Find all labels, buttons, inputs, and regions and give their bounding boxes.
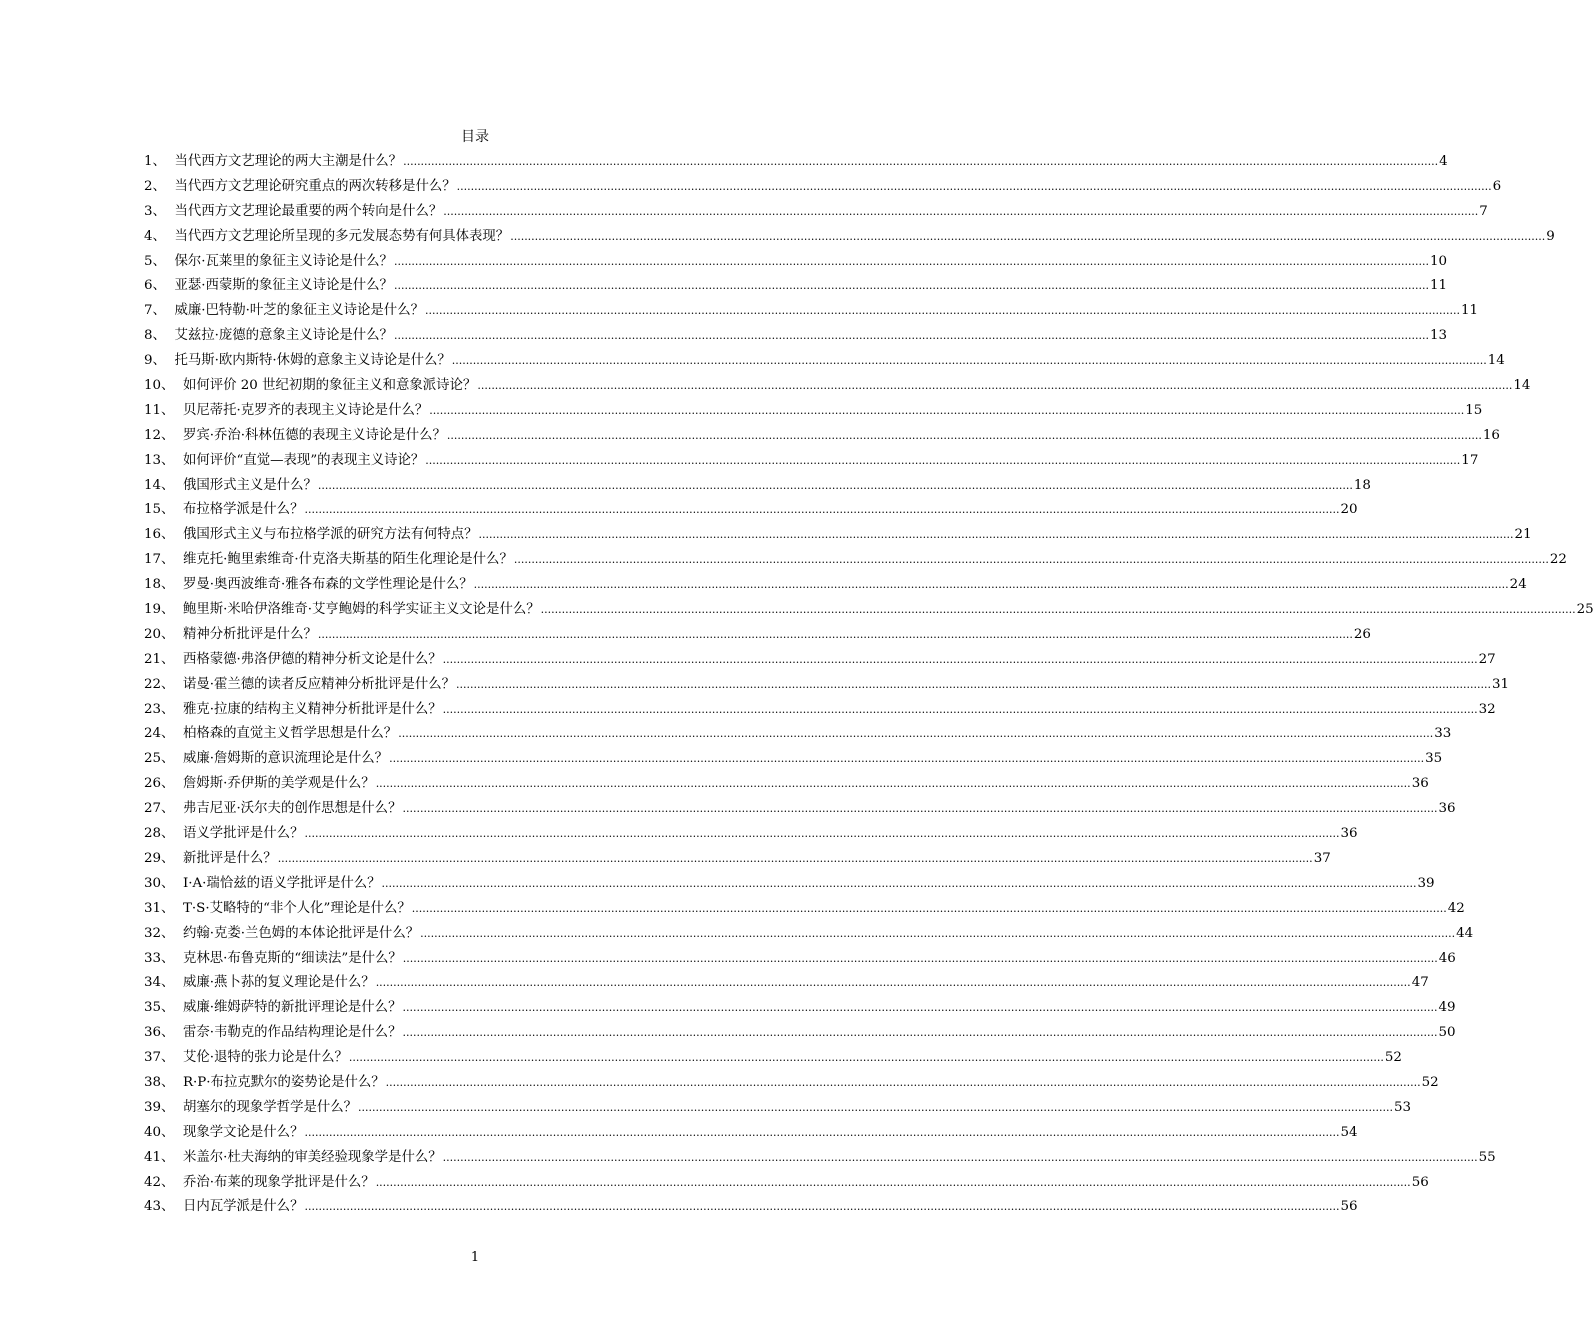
toc-entry[interactable] [144,598,1594,623]
toc-spacer [174,677,183,692]
toc-entry-page: 39 [1417,875,1435,891]
toc-entry-text: 如何评价“直觉—表现”的表现主义诗论？ [182,452,425,468]
toc-entry-text: 柏格森的直觉主义哲学思想是什么？ [182,726,398,742]
toc-entry-page: 16 [1482,427,1500,443]
toc-spacer [174,602,183,617]
toc-spacer [174,1000,183,1015]
toc-leader-dots [304,1125,1339,1140]
toc-entry-page: 55 [1478,1149,1496,1165]
toc-entry-text: 当代西方文艺理论研究重点的两次转移是什么？ [174,178,456,194]
toc-entry-text: 艾兹拉·庞德的意象主义诗论是什么？ [174,328,393,344]
toc-entry-text: 威廉·燕卜荪的复义理论是什么？ [182,975,375,991]
toc-entry-text: 西格蒙德·弗洛伊德的精神分析文论是什么？ [182,651,442,667]
toc-entry[interactable] [144,548,1567,573]
toc-entry-number: 42、 [144,1174,175,1190]
toc-entry-page: 10 [1429,253,1447,269]
toc-entry[interactable] [144,1146,1496,1171]
toc-entry-text: 米盖尔·杜夫海纳的审美经验现象学是什么？ [182,1149,442,1165]
toc-entry[interactable] [144,996,1456,1021]
toc-leader-dots [394,278,1429,293]
toc-entry[interactable] [144,772,1429,797]
toc-spacer [174,702,183,717]
toc-entry-text: 如何评价 20 世纪初期的象征主义和意象派诗论？ [182,378,477,394]
toc-entry[interactable] [144,299,1479,324]
toc-entry-page: 24 [1509,577,1527,593]
toc-spacer [174,851,183,866]
toc-entry-text: 胡塞尔的现象学哲学是什么？ [182,1099,358,1115]
toc-leader-dots [304,502,1339,517]
toc-entry[interactable] [144,200,1488,225]
toc-entry-page: 11 [1429,278,1447,294]
toc-entry-text: 雷奈·韦勒克的作品结构理论是什么？ [182,1025,402,1041]
toc-entry[interactable] [144,648,1496,673]
toc-leader-dots [376,1175,1411,1190]
toc-spacer [174,527,183,542]
toc-leader-dots [452,353,1487,368]
toc-entry-page: 15 [1465,402,1483,418]
toc-entry[interactable] [144,698,1496,723]
toc-leader-dots [443,1150,1478,1165]
toc-entry-number: 16、 [144,527,175,543]
toc-entry-number: 19、 [144,602,175,618]
toc-entry-page: 53 [1394,1099,1412,1115]
toc-leader-dots [386,1075,1421,1090]
toc-entry-page: 32 [1478,701,1496,717]
toc-leader-dots [457,179,1492,194]
toc-entry-number: 24、 [144,726,175,742]
toc-entry-number: 17、 [144,552,175,568]
toc-leader-dots [425,303,1460,318]
toc-entry-text: 威廉·维姆萨特的新批评理论是什么？ [182,1000,402,1016]
toc-entry[interactable] [144,722,1452,747]
toc-entry-text: 当代西方文艺理论的两大主潮是什么？ [174,154,403,169]
toc-entry[interactable] [144,449,1479,474]
toc-title: 目录 [461,129,489,145]
toc-entry-text: 俄国形式主义是什么？ [182,477,317,493]
toc-spacer [174,627,183,642]
toc-leader-dots [358,1100,1393,1115]
toc-entry-number: 30、 [144,875,175,891]
toc-entry-page: 44 [1456,925,1474,941]
toc-entry-page: 42 [1447,900,1465,916]
toc-entry[interactable] [144,1071,1439,1096]
toc-spacer [166,154,175,169]
toc-spacer [174,901,183,916]
toc-entry-text: 罗宾·乔治·科林伍德的表现主义诗论是什么？ [182,427,446,443]
toc-leader-dots [479,527,1514,542]
toc-entry-text: 现象学文论是什么？ [182,1124,304,1140]
toc-leader-dots [429,403,1464,418]
toc-entry-number: 39、 [144,1099,175,1115]
toc-entry-text: T·S·艾略特的“非个人化”理论是什么？ [182,900,411,916]
toc-entry-text: 当代西方文艺理论最重要的两个转向是什么？ [174,203,443,219]
toc-entry-number: 8、 [144,328,166,344]
toc-leader-dots [398,726,1433,741]
toc-entry-text: 艾伦·退特的张力论是什么？ [182,1050,348,1066]
toc-entry-page: 22 [1549,552,1567,568]
toc-leader-dots [514,552,1549,567]
toc-spacer [166,204,175,219]
toc-spacer [166,254,175,269]
toc-spacer [174,378,183,393]
toc-entry-text: 鲍里斯·米哈伊洛维奇·艾亨鲍姆的科学实证主义文论是什么？ [182,602,540,618]
toc-entry-page: 50 [1438,1025,1456,1041]
toc-entry-number: 5、 [144,253,166,269]
toc-leader-dots [349,1050,1384,1065]
toc-entry[interactable] [144,797,1456,822]
toc-entry-number: 35、 [144,1000,175,1016]
toc-spacer [174,1075,183,1090]
toc-entry[interactable] [144,673,1510,698]
toc-leader-dots [477,378,1512,393]
toc-entry[interactable] [144,1096,1412,1121]
toc-entry-number: 22、 [144,676,175,692]
toc-entry-text: 布拉格学派是什么？ [182,502,304,518]
toc-entry-page: 25 [1576,602,1594,618]
toc-entry[interactable] [144,872,1435,897]
toc-leader-dots [402,1000,1437,1015]
toc-entry-page: 36 [1340,826,1358,842]
toc-entry-text: 俄国形式主义与布拉格学派的研究方法有何特点？ [182,527,478,543]
toc-leader-dots [541,602,1576,617]
toc-entry[interactable] [144,523,1532,548]
toc-entry-page: 52 [1384,1050,1402,1066]
toc-leader-dots [447,428,1482,443]
toc-entry-text: 雅克·拉康的结构主义精神分析批评是什么？ [182,701,442,717]
toc-entry-text: 新批评是什么？ [182,850,277,866]
toc-entry-text: 威廉·詹姆斯的意识流理论是什么？ [182,751,389,767]
toc-entry-text: 弗吉尼亚·沃尔夫的创作思想是什么？ [182,801,402,817]
toc-spacer [174,1025,183,1040]
toc-entry-text: 诺曼·霍兰德的读者反应精神分析批评是什么？ [182,676,456,692]
toc-entry-text: 威廉·巴特勒·叶芝的象征主义诗论是什么？ [174,303,424,319]
toc-spacer [166,278,175,293]
toc-leader-dots [510,229,1545,244]
toc-entry-page: 21 [1514,527,1532,543]
toc-entry-page: 54 [1340,1124,1358,1140]
toc-entry[interactable] [144,150,1448,175]
toc-leader-dots [394,328,1429,343]
toc-spacer [174,776,183,791]
toc-entry-number: 25、 [144,751,175,767]
toc-entry-number: 32、 [144,925,175,941]
toc-entry-number: 15、 [144,502,175,518]
toc-entry-text: 保尔·瓦莱里的象征主义诗论是什么？ [174,253,393,269]
toc-entry-page: 52 [1421,1074,1439,1090]
toc-spacer [174,1150,183,1165]
toc-entry[interactable] [144,274,1447,299]
toc-leader-dots [304,826,1339,841]
toc-entry-number: 28、 [144,826,175,842]
toc-leader-dots [278,851,1313,866]
toc-entry-number: 11、 [144,402,175,418]
toc-entry-number: 41、 [144,1149,175,1165]
toc-entry-number: 20、 [144,626,175,642]
toc-entry-number: 2、 [144,178,166,194]
toc-spacer [174,1100,183,1115]
toc-entry-number: 40、 [144,1124,175,1140]
toc-entry-page: 6 [1492,178,1502,194]
toc-leader-dots [403,154,1438,169]
toc-entry-text: 亚瑟·西蒙斯的象征主义诗论是什么？ [174,278,393,294]
toc-entry-number: 31、 [144,900,175,916]
toc-entry[interactable] [144,225,1555,250]
toc-entry-page: 36 [1411,776,1429,792]
toc-entry-text: 维克托·鲍里索维奇·什克洛夫斯基的陌生化理论是什么？ [182,552,513,568]
toc-entry[interactable] [144,1171,1429,1196]
toc-entry-text: 精神分析批评是什么？ [182,626,317,642]
toc-entry[interactable] [144,1021,1456,1046]
toc-leader-dots [403,951,1438,966]
toc-spacer [174,1199,183,1214]
toc-spacer [166,328,175,343]
toc-leader-dots [412,901,1447,916]
toc-spacer [166,229,175,244]
toc-spacer [174,577,183,592]
toc-leader-dots [402,1025,1437,1040]
toc-entry-text: 贝尼蒂托·克罗齐的表现主义诗论是什么？ [182,402,429,418]
toc-entry-number: 10、 [144,378,175,394]
toc-entry-number: 36、 [144,1025,175,1041]
toc-entry-number: 14、 [144,477,175,493]
toc-entry[interactable] [144,324,1447,349]
toc-entry[interactable] [144,897,1465,922]
toc-entry-page: 36 [1438,801,1456,817]
toc-entry[interactable] [144,1121,1358,1146]
toc-spacer [174,552,183,567]
toc-entry-text: 语义学批评是什么？ [182,826,304,842]
toc-entry-page: 11 [1460,303,1479,319]
toc-entry-number: 34、 [144,975,175,991]
toc-entry[interactable] [144,349,1505,374]
toc-leader-dots [425,453,1460,468]
toc-entry-page: 13 [1429,328,1447,344]
toc-spacer [166,353,175,368]
toc-spacer [174,951,183,966]
toc-entry-page: 7 [1479,203,1488,219]
toc-spacer [174,1175,183,1190]
toc-entry[interactable] [144,747,1443,772]
toc-leader-dots [382,876,1417,891]
toc-entry-number: 3、 [144,203,166,219]
toc-entry-text: 约翰·克娄·兰色姆的本体论批评是什么？ [182,925,420,941]
toc-entry-number: 7、 [144,303,166,319]
toc-spacer [174,502,183,517]
toc-entry-number: 6、 [144,278,166,294]
toc-entry-number: 9、 [144,353,166,369]
toc-leader-dots [304,1199,1339,1214]
toc-entry-number: 12、 [144,427,175,443]
toc-entry-page: 56 [1340,1199,1358,1215]
toc-entry-number: 37、 [144,1050,175,1066]
toc-spacer [166,179,175,194]
toc-spacer [174,428,183,443]
toc-entry-number: 38、 [144,1074,175,1090]
toc-spacer [174,975,183,990]
toc-spacer [174,826,183,841]
toc-leader-dots [394,254,1429,269]
toc-leader-dots [456,677,1491,692]
toc-entry[interactable] [144,847,1331,872]
toc-entry-text: 当代西方文艺理论所呈现的多元发展态势有何具体表现？ [174,228,510,244]
toc-entry[interactable] [144,971,1429,996]
toc-entry-text: 乔治·布莱的现象学批评是什么？ [182,1174,375,1190]
toc-spacer [174,751,183,766]
toc-entry-page: 18 [1353,477,1371,493]
toc-entry-page: 56 [1411,1174,1429,1190]
toc-spacer [174,926,183,941]
table-of-contents [144,150,1594,1220]
toc-leader-dots [376,975,1411,990]
toc-spacer [174,453,183,468]
toc-leader-dots [443,652,1478,667]
toc-entry-page: 26 [1353,626,1371,642]
toc-spacer [174,726,183,741]
toc-entry[interactable] [144,822,1358,847]
toc-entry-page: 20 [1340,502,1358,518]
toc-entry[interactable] [144,947,1456,972]
toc-entry-page: 31 [1492,676,1510,692]
toc-spacer [174,652,183,667]
toc-entry-page: 14 [1513,378,1531,394]
toc-spacer [166,303,175,318]
toc-leader-dots [420,926,1455,941]
toc-entry-text: R·P·布拉克默尔的姿势论是什么？ [182,1074,385,1090]
toc-entry[interactable] [144,424,1500,449]
toc-leader-dots [389,751,1424,766]
toc-leader-dots [443,204,1478,219]
toc-leader-dots [376,776,1411,791]
toc-entry-text: 日内瓦学派是什么？ [182,1199,304,1215]
toc-entry[interactable] [144,250,1447,275]
toc-entry[interactable] [144,374,1531,399]
toc-entry-text: 托马斯·欧内斯特·休姆的意象主义诗论是什么？ [174,353,451,369]
toc-entry-number: 13、 [144,452,175,468]
toc-entry-page: 46 [1438,950,1456,966]
toc-leader-dots [474,577,1509,592]
toc-entry-page: 4 [1439,154,1448,169]
toc-entry-page: 9 [1546,228,1555,244]
toc-spacer [174,876,183,891]
toc-entry[interactable] [144,474,1371,499]
toc-entry-number: 1、 [144,154,166,169]
toc-leader-dots [443,702,1478,717]
toc-entry-number: 26、 [144,776,175,792]
toc-entry[interactable] [144,399,1483,424]
toc-entry[interactable] [144,1195,1358,1220]
toc-spacer [174,801,183,816]
toc-spacer [174,403,183,418]
toc-entry-page: 37 [1313,850,1331,866]
toc-entry-page: 35 [1425,751,1443,767]
toc-entry-page: 47 [1411,975,1429,991]
toc-entry-number: 27、 [144,801,175,817]
toc-entry-page: 27 [1478,651,1496,667]
toc-entry-text: 罗曼·奥西波维奇·雅各布森的文学性理论是什么？ [182,577,473,593]
toc-entry-text: 詹姆斯·乔伊斯的美学观是什么？ [182,776,375,792]
toc-entry-number: 21、 [144,651,175,667]
toc-entry[interactable] [144,175,1502,200]
toc-entry-page: 49 [1438,1000,1456,1016]
toc-leader-dots [318,627,1353,642]
toc-entry[interactable] [144,498,1358,523]
toc-spacer [174,1050,183,1065]
toc-entry-page: 17 [1461,452,1479,468]
toc-entry-number: 29、 [144,850,175,866]
toc-spacer [174,1125,183,1140]
toc-leader-dots [402,801,1437,816]
toc-leader-dots [318,478,1353,493]
toc-entry-number: 43、 [144,1199,175,1215]
toc-entry[interactable] [144,1046,1402,1071]
toc-entry-page: 33 [1434,726,1452,742]
toc-entry-page: 14 [1487,353,1505,369]
toc-entry[interactable] [144,922,1474,947]
toc-entry[interactable] [144,573,1527,598]
toc-entry-text: I·A·瑞恰兹的语义学批评是什么？ [182,875,381,891]
toc-entry-number: 23、 [144,701,175,717]
toc-entry-number: 33、 [144,950,175,966]
page-number: 1 [470,1250,480,1265]
toc-entry[interactable] [144,623,1371,648]
toc-entry-number: 4、 [144,228,166,244]
toc-spacer [174,478,183,493]
toc-entry-text: 克林思·布鲁克斯的“细读法”是什么？ [182,950,402,966]
toc-entry-number: 18、 [144,577,175,593]
